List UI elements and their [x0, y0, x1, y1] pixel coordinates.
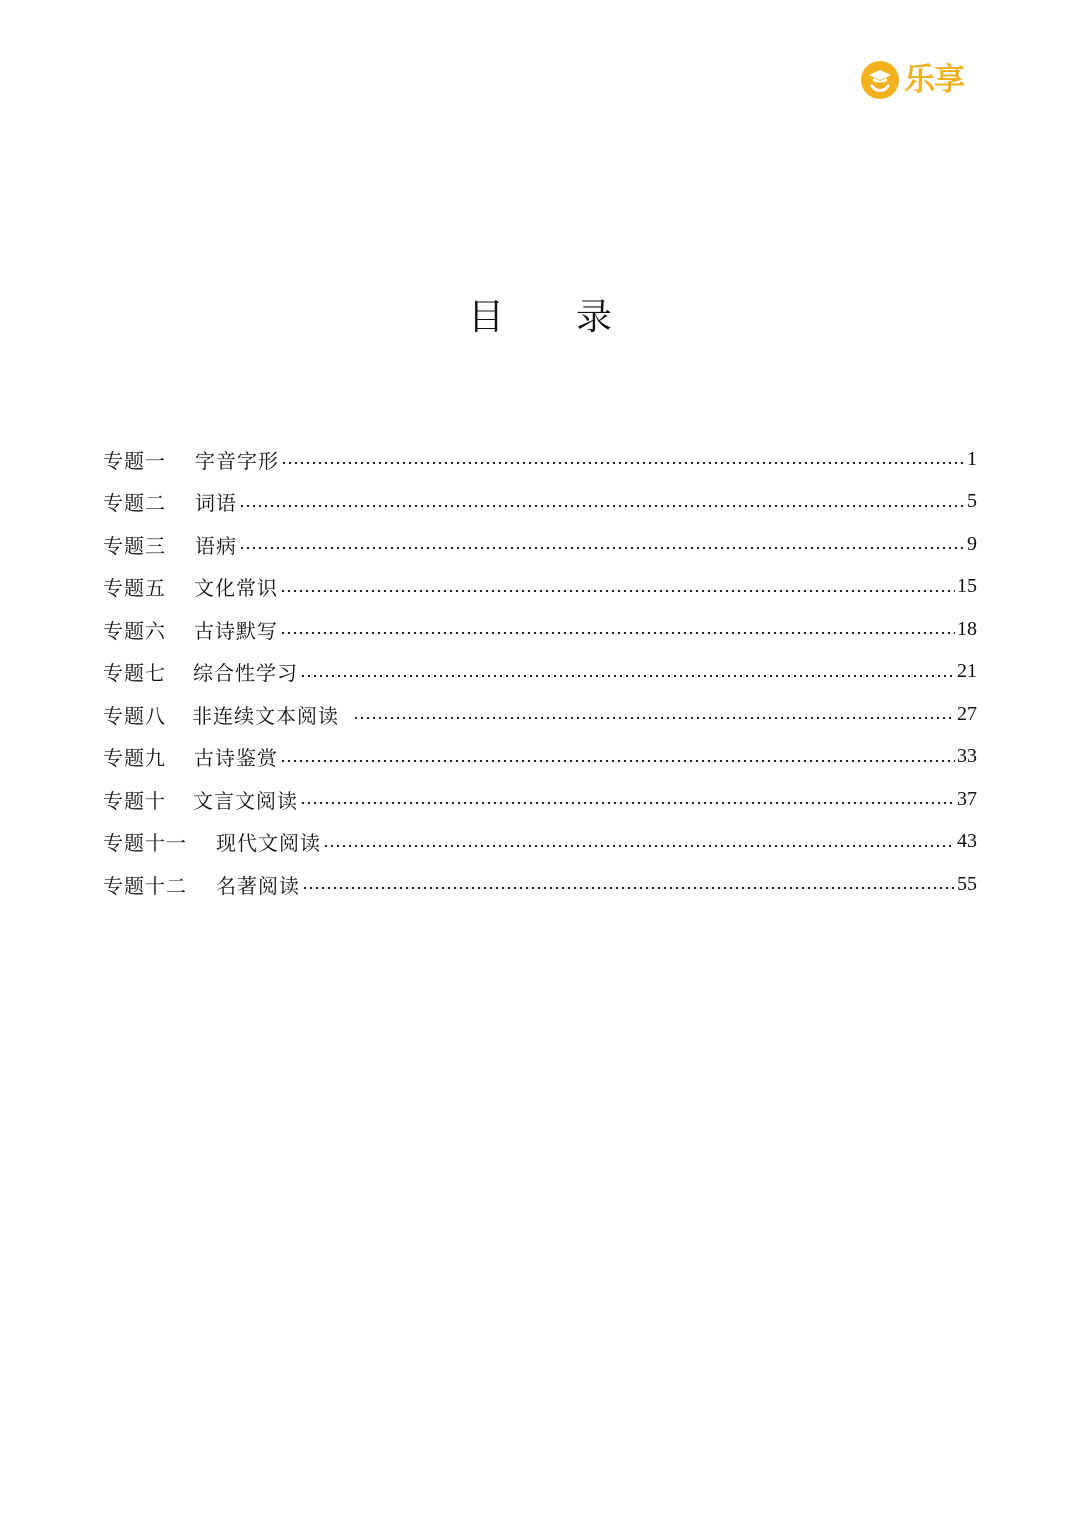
toc-entry[interactable]	[103, 608, 977, 651]
toc-section-number: 专题十一	[103, 831, 187, 856]
toc-entry[interactable]	[103, 778, 977, 821]
toc-page-number: 27	[957, 702, 977, 725]
toc-page-number: 5	[967, 490, 977, 513]
toc-topic: 文言文阅读	[193, 788, 298, 813]
toc-page-number: 18	[957, 617, 977, 640]
toc-section-number: 专题六	[103, 618, 166, 643]
toc-topic: 综合性学习	[193, 661, 298, 686]
toc-section-number: 专题十二	[103, 873, 187, 898]
toc-page-number: 15	[957, 575, 977, 598]
toc-topic: 古诗鉴赏	[194, 746, 278, 771]
toc-section-number: 专题九	[103, 746, 166, 771]
toc-page-number: 1	[967, 447, 977, 470]
toc-entry[interactable]	[103, 736, 977, 779]
toc-section-number: 专题五	[103, 576, 166, 601]
toc-section-number: 专题七	[103, 661, 166, 686]
toc-entry[interactable]	[103, 523, 977, 566]
toc-entry[interactable]	[103, 651, 977, 694]
dot-leader	[353, 717, 955, 719]
toc-topic: 语病	[195, 533, 237, 558]
dot-leader	[239, 547, 965, 549]
toc-page-number: 55	[957, 872, 977, 895]
page-title: 目 录	[467, 297, 612, 338]
toc-page-number: 21	[957, 660, 977, 683]
smiling-graduation-cap-icon	[860, 60, 900, 100]
toc-topic: 文化常识	[194, 576, 278, 601]
toc-topic: 名著阅读	[216, 873, 300, 898]
dot-leader	[323, 845, 955, 847]
toc-section-number: 专题八	[103, 703, 166, 728]
toc-page-number: 43	[957, 830, 977, 853]
dot-leader	[302, 887, 955, 889]
toc-topic: 词语	[195, 491, 237, 516]
dot-leader	[280, 760, 955, 762]
dot-leader	[280, 632, 955, 634]
toc-topic: 字音字形	[195, 448, 279, 473]
table-of-contents	[103, 438, 977, 906]
dot-leader	[281, 462, 965, 464]
toc-section-number: 专题二	[103, 491, 166, 516]
toc-entry[interactable]	[103, 863, 977, 906]
toc-entry[interactable]	[103, 821, 977, 864]
dot-leader	[239, 505, 965, 507]
toc-section-number: 专题一	[103, 448, 166, 473]
toc-page-number: 33	[957, 745, 977, 768]
toc-section-number: 专题三	[103, 533, 166, 558]
toc-page-number: 9	[967, 532, 977, 555]
dot-leader	[300, 675, 955, 677]
toc-entry[interactable]	[103, 481, 977, 524]
toc-topic: 非连续文本阅读	[192, 703, 339, 728]
toc-entry[interactable]	[103, 566, 977, 609]
toc-section-number: 专题十	[103, 788, 166, 813]
dot-leader	[280, 590, 955, 592]
dot-leader	[300, 802, 955, 804]
toc-topic: 现代文阅读	[216, 831, 321, 856]
toc-page-number: 37	[957, 787, 977, 810]
toc-entry[interactable]	[103, 693, 977, 736]
toc-entry[interactable]	[103, 438, 977, 481]
brand-name: 乐享	[904, 62, 964, 98]
toc-topic: 古诗默写	[194, 618, 278, 643]
brand-logo	[860, 56, 980, 104]
